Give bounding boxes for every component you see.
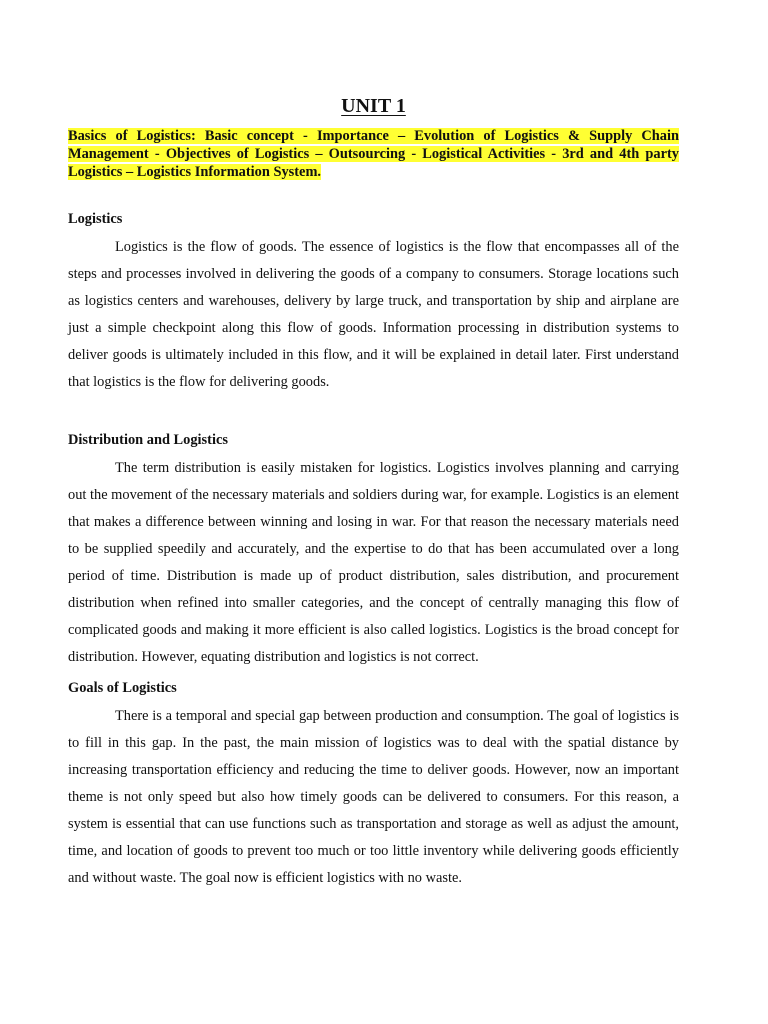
syllabus-summary <box>68 127 679 181</box>
section-heading-logistics: Logistics <box>68 211 123 227</box>
section-heading-distribution: Distribution and Logistics <box>68 432 228 448</box>
section-body-distribution: The term distribution is easily mistaken for logistics. Logistics involves planning and carrying out the movement of the necessary materials and soldiers during war, for example. Logistics is an element that makes a difference between winning and losing in war. For that reason the necessary materials need to be supplied speedily and accurately, and the expertise to do that has been accumulated over a long period of time. Distribution is made up of product distribution, sales distribution, and procurement distribution when refined into smaller categories, and the concept of centrally managing this flow of complicated goods and making it more efficient is also called logistics. Logistics is the broad concept for distribution. However, equating distribution and logistics is not correct. <box>68 460 679 665</box>
section-heading-goals: Goals of Logistics <box>68 680 177 696</box>
section-body-logistics: Logistics is the flow of goods. The essence of logistics is the flow that encompasses all of the steps and processes involved in delivering the goods of a company to consumers. Storage locations such as logistics centers and warehouses, delivery by large truck, and transportation by ship and airplane are just a simple checkpoint along this flow of goods. Information processing in distribution systems to deliver goods is ultimately included in this flow, and it will be explained in detail later. First understand that logistics is the flow for delivering goods. <box>68 239 679 390</box>
section-body-goals: There is a temporal and special gap between production and consumption. The goal of logistics is to fill in this gap. In the past, the main mission of logistics was to deal with the spatial distance by increasing transportation efficiency and reducing the time to deliver goods. However, now an important theme is not only speed but also how timely goods can be delivered to consumers. For this reason, a system is essential that can use functions such as transportation and storage as well as adjust the amount, time, and location of goods to prevent too much or too little inventory while delivering goods efficiently and without waste. The goal now is efficient logistics with no waste. <box>68 708 679 886</box>
unit-title: UNIT 1 <box>341 95 406 117</box>
syllabus-highlight: Basics of Logistics: Basic concept - Importance – Evolution of Logistics & Supply Chain Management - Objectives of Logistics – Outsourcing - Logistical Activities - 3rd and 4th party Logistics – Logistics Information System. <box>68 128 679 180</box>
